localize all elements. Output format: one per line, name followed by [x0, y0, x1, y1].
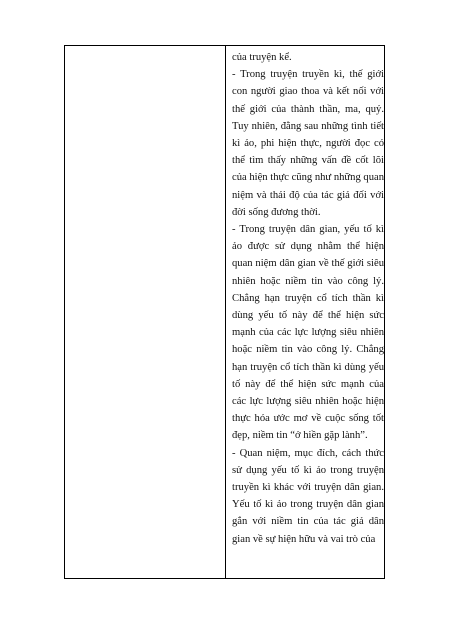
table-right-column	[226, 46, 384, 578]
content-table	[64, 45, 385, 579]
paragraph-continuation: của truyện kể.	[232, 52, 292, 63]
paragraph-truyen-dan-gian: - Trong truyện dân gian, yếu tố kì ảo được sử dụng nhằm thể hiện quan niệm dân gian về thế giới siêu nhiên hoặc niềm tin vào công lý. Chẳng hạn truyện cổ tích thần kì dùng yếu tố này để thể hiện sức mạnh của các lực lượng siêu nhiên hoặc niềm tin vào công lý. Chẳng hạn truyện cổ tích thần kì dùng yếu tố này để thể hiện sức mạnh của các lực lượng siêu nhiên hoặc hiện thực hóa ước mơ về cuộc sống tốt đẹp, niềm tin “ở hiền gặp lành”.	[232, 224, 384, 442]
table-left-column	[65, 46, 226, 578]
paragraph-truyen-truyen-ki: - Trong truyện truyền kì, thế giới con người giao thoa và kết nối với thế giới của thành thần, ma, quỷ. Tuy nhiên, đằng sau những tình tiết kì ảo, phi hiện thực, người đọc có thể tìm thấy những vấn đề cốt lõi của hiện thực cũng như những quan niệm và thái độ của tác giả đối với đời sống đương thời.	[232, 69, 384, 218]
right-column-text	[232, 49, 384, 548]
paragraph-quan-niem: - Quan niệm, mục đích, cách thức sử dụng yếu tố kì ảo trong truyện truyền kì khác với truyện dân gian. Yếu tố kì ảo trong truyện dân gian gắn với niềm tin của tác giả dân gian về sự hiện hữu và vai trò của	[232, 447, 384, 545]
